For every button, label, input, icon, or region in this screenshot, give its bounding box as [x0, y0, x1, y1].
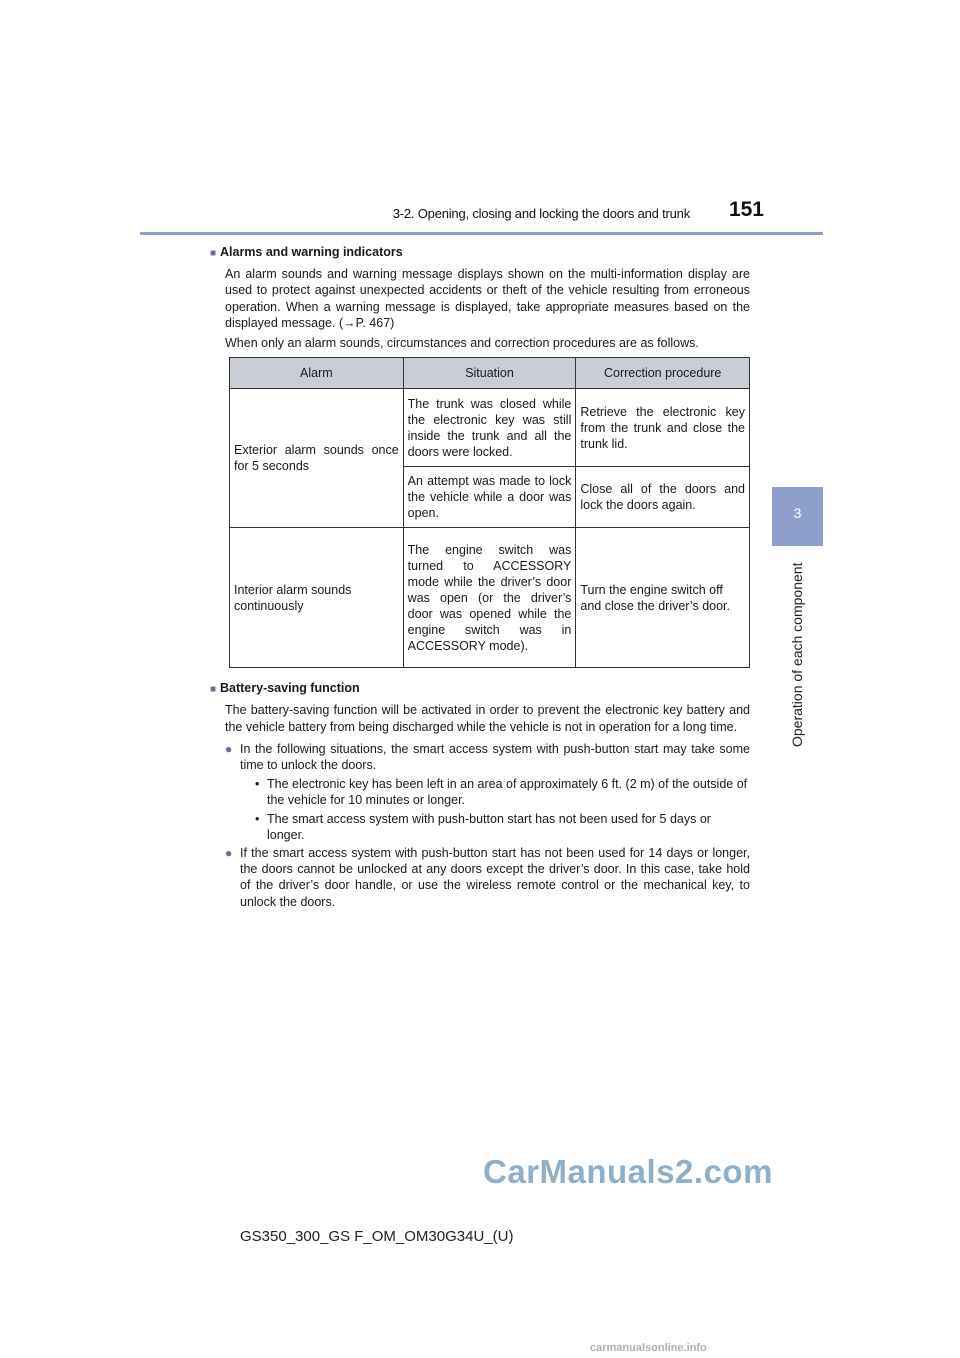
- list-item: [225, 741, 750, 773]
- list-item: [255, 776, 750, 808]
- alarm-table: [229, 357, 750, 668]
- table-cell-correction: Retrieve the electronic key from the trunk and close the trunk lid.: [576, 389, 750, 467]
- document-code: GS350_300_GS F_OM_OM30G34U_(U): [240, 1228, 514, 1245]
- sub-bullet-text: The smart access system with push-button start has not been used for 5 days or longer.: [267, 811, 711, 842]
- table-cell-correction: Close all of the doors and lock the doors again.: [576, 467, 750, 528]
- table-cell-alarm: Interior alarm sounds continuously: [230, 528, 404, 668]
- dot-bullet-icon: •: [255, 811, 260, 826]
- table-row: [230, 528, 750, 668]
- list-item: [225, 845, 750, 910]
- table-cell-alarm: Exterior alarm sounds once for 5 seconds: [230, 389, 404, 528]
- table-cell-situation: The trunk was closed while the electronic key was still inside the trunk and all the doors were locked.: [403, 389, 576, 467]
- circle-bullet-icon: ●: [225, 846, 233, 861]
- alarms-paragraph-2: When only an alarm sounds, circumstances and correction procedures are as follows.: [225, 336, 699, 351]
- battery-heading-text: Battery-saving function: [220, 681, 360, 696]
- alarms-heading: [210, 244, 750, 262]
- watermark-logo: CarManuals2.com: [483, 1153, 773, 1190]
- page-content: [210, 244, 750, 913]
- table-header-row: [230, 358, 750, 389]
- table-cell-situation: An attempt was made to lock the vehicle while a door was open.: [403, 467, 576, 528]
- table-cell-situation: The engine switch was turned to ACCESSORY mode while the driver’s door was open (or the driver’s door was opened while the engine switch was in ACCESSORY mode).: [403, 528, 576, 668]
- bullet-text: If the smart access system with push-button start has not been used for 14 days or longer, the doors cannot be unlocked at any doors except the driver’s door. In this case, take hold of the driver’s door handle, or use the wireless remote control or the mechanical key, to unlock the doors.: [240, 846, 750, 909]
- list-item: [255, 811, 750, 843]
- square-bullet-icon: ■: [210, 248, 217, 259]
- sub-bullet-text: The electronic key has been left in an area of approximately 6 ft. (2 m) of the outside of the vehicle for 10 minutes or longer.: [267, 777, 748, 808]
- chapter-tab-label: Operation of each component: [788, 562, 805, 747]
- square-bullet-icon: ■: [210, 684, 217, 696]
- circle-bullet-icon: ●: [225, 741, 233, 756]
- section-title: 3-2. Opening, closing and locking the doors and trunk: [392, 206, 690, 221]
- battery-heading: [210, 680, 750, 698]
- header-rule: [140, 232, 823, 235]
- chapter-tab-label-box: [772, 552, 823, 752]
- table-cell-correction: Turn the engine switch off and close the driver’s door.: [576, 528, 750, 668]
- dot-bullet-icon: •: [255, 777, 260, 792]
- col-situation-header: Situation: [403, 358, 576, 389]
- col-alarm-header: Alarm: [230, 358, 404, 389]
- bullet-text: In the following situations, the smart access system with push-button start may take some time to unlock the doors.: [240, 741, 750, 773]
- page-number: 151: [728, 198, 764, 221]
- alarms-paragraph-1: An alarm sounds and warning message displays shown on the multi-information display are used to protect against unexpected accidents or theft of the vehicle resulting from erroneous operation. When a warning message is displayed, take appropriate measures based on the displayed message. (→P. 467): [225, 267, 750, 330]
- table-row: [230, 389, 750, 467]
- alarms-heading-text: Alarms and warning indicators: [220, 245, 403, 259]
- watermark-url: carmanualsonline.info: [590, 1342, 707, 1354]
- col-correction-header: Correction procedure: [576, 358, 750, 389]
- chapter-tab-number: 3: [772, 487, 823, 546]
- battery-paragraph: The battery-saving function will be activated in order to prevent the electronic key battery and the vehicle battery from being discharged while the vehicle is not in operation for a long time.: [225, 703, 750, 734]
